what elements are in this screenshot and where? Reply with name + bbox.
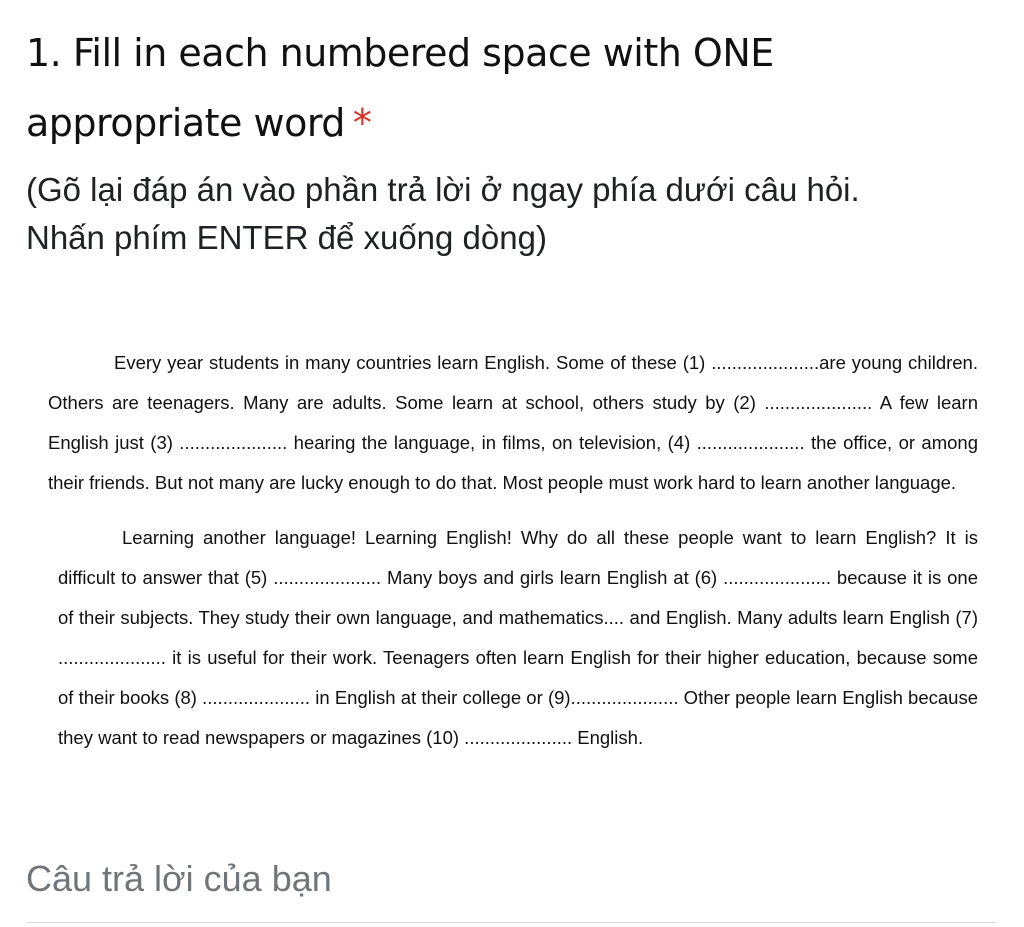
- question-title: [26, 18, 986, 158]
- required-star: *: [352, 101, 372, 145]
- question-title-text: 1. Fill in each numbered space with ONE appropriate word: [26, 31, 774, 145]
- passage-image: [48, 343, 978, 758]
- question-helper-text: [26, 166, 996, 262]
- passage-paragraph-2: Learning another language! Learning English! Why do all these people want to learn English? It is difficult to answer that (5) ..................... Many boys and girls learn English at (6) ..................... because it is one of their subjects. They study their own language, and mathematics.... and English. Many adults learn English (7) ..................... it is useful for their work. Teenagers often learn English for their higher education, because some of their books (8) ..................... in English at their college or (9)..................... Other people learn English because they want to read newspapers or magazines (10) ..................... English.: [58, 527, 978, 748]
- helper-line-1: (Gõ lại đáp án vào phần trả lời ở ngay phía dưới câu hỏi.: [26, 171, 860, 208]
- answer-input[interactable]: Câu trả lời của bạn: [26, 858, 332, 899]
- answer-input-underline: [26, 922, 996, 923]
- passage-paragraph-1: Every year students in many countries learn English. Some of these (1) .....................are young children. Others are teenagers. Many are adults. Some learn at school, others study by (2) ..................... A few learn English just (3) ..................... hearing the language, in films, on television, (4) ..................... the office, or among their friends. But not many are lucky enough to do that. Most people must work hard to learn another language.: [48, 352, 978, 493]
- helper-line-2: Nhấn phím ENTER để xuống dòng): [26, 219, 547, 256]
